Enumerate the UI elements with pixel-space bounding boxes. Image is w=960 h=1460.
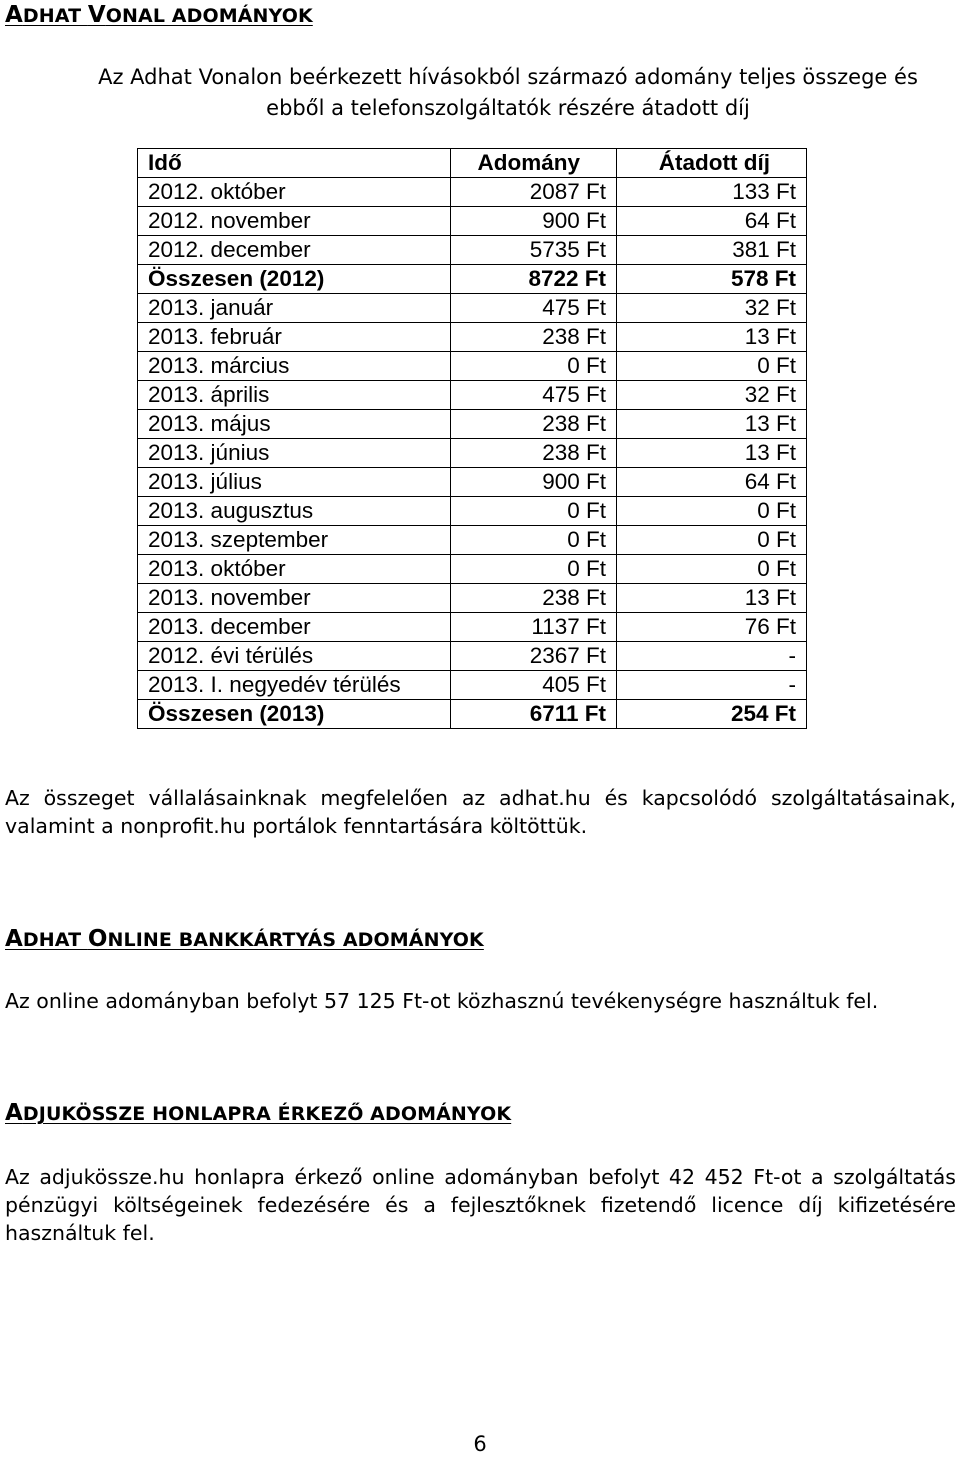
section-heading-adjukossze <box>5 1100 511 1126</box>
cell-period: 2013. június <box>138 439 451 468</box>
table-row <box>138 236 807 265</box>
heading-initial: O <box>87 926 108 952</box>
table-row <box>138 613 807 642</box>
cell-donation: 238 Ft <box>451 439 617 468</box>
cell-donation: 0 Ft <box>451 526 617 555</box>
cell-period: 2012. október <box>138 178 451 207</box>
table-row <box>138 323 807 352</box>
table-row <box>138 294 807 323</box>
table-row <box>138 584 807 613</box>
cell-period: 2013. január <box>138 294 451 323</box>
cell-period: 2013. április <box>138 381 451 410</box>
cell-period: 2013. október <box>138 555 451 584</box>
heading-initial: A <box>5 2 23 28</box>
cell-period: 2013. május <box>138 410 451 439</box>
spending-note: Az összeget vállalásainknak megfelelően az adhat.hu és kapcsolódó szolgáltatásainak, valamint a nonprofit.hu portálok fenntartására költöttük. <box>5 786 956 838</box>
cell-period: 2013. szeptember <box>138 526 451 555</box>
cell-period: 2012. december <box>138 236 451 265</box>
cell-donation: 6711 Ft <box>451 700 617 729</box>
cell-period: Összesen (2013) <box>138 700 451 729</box>
cell-period: Összesen (2012) <box>138 265 451 294</box>
table-row <box>138 468 807 497</box>
heading-rest: DJUKÖSSZE HONLAPRA ÉRKEZŐ ADOMÁNYOK <box>22 1103 512 1125</box>
table-row <box>138 207 807 236</box>
cell-fee: 254 Ft <box>617 700 807 729</box>
cell-period: 2013. december <box>138 613 451 642</box>
cell-donation: 1137 Ft <box>451 613 617 642</box>
cell-period: 2013. március <box>138 352 451 381</box>
cell-donation: 238 Ft <box>451 410 617 439</box>
page-number: 6 <box>473 1432 487 1456</box>
cell-fee: 0 Ft <box>617 526 807 555</box>
heading-rest: DHAT <box>22 5 88 27</box>
cell-fee: 0 Ft <box>617 352 807 381</box>
cell-donation: 475 Ft <box>451 381 617 410</box>
cell-donation: 238 Ft <box>451 584 617 613</box>
table-header-row <box>138 149 807 178</box>
cell-fee: 76 Ft <box>617 613 807 642</box>
table-row <box>138 555 807 584</box>
heading-initial: V <box>87 2 106 28</box>
cell-donation: 0 Ft <box>451 497 617 526</box>
table-row <box>138 265 807 294</box>
online-donation-text: Az online adományban befolyt 57 125 Ft-ot közhasznú tevékenységre használtuk fel. <box>5 989 879 1013</box>
cell-fee: 578 Ft <box>617 265 807 294</box>
cell-donation: 0 Ft <box>451 352 617 381</box>
cell-period: 2013. augusztus <box>138 497 451 526</box>
cell-period: 2012. évi térülés <box>138 642 451 671</box>
heading-initial: A <box>5 926 23 952</box>
cell-donation: 405 Ft <box>451 671 617 700</box>
cell-fee: 13 Ft <box>617 410 807 439</box>
table-row <box>138 526 807 555</box>
section-heading-adhat-vonal <box>5 2 313 28</box>
cell-donation: 2087 Ft <box>451 178 617 207</box>
cell-period: 2013. I. negyedév térülés <box>138 671 451 700</box>
cell-period: 2013. február <box>138 323 451 352</box>
cell-fee: 0 Ft <box>617 497 807 526</box>
heading-rest: ONAL ADOMÁNYOK <box>105 5 313 27</box>
cell-fee: 133 Ft <box>617 178 807 207</box>
cell-donation: 900 Ft <box>451 207 617 236</box>
cell-donation: 8722 Ft <box>451 265 617 294</box>
table-row <box>138 439 807 468</box>
header-period: Idő <box>138 149 451 178</box>
adjukossze-text: Az adjukössze.hu honlapra érkező online adományban befolyt 42 452 Ft-ot a szolgáltatás pénzügyi költségeinek fedezésére és a fejlesztőknek fizetendő licence díj kifizetésére használtuk fel. <box>5 1165 956 1245</box>
cell-fee: 64 Ft <box>617 468 807 497</box>
table-row <box>138 497 807 526</box>
cell-fee: - <box>617 671 807 700</box>
table-row <box>138 671 807 700</box>
cell-donation: 0 Ft <box>451 555 617 584</box>
cell-donation: 2367 Ft <box>451 642 617 671</box>
cell-fee: 32 Ft <box>617 381 807 410</box>
header-fee: Átadott díj <box>617 149 807 178</box>
section-heading-online-card <box>5 926 484 952</box>
heading-rest: DHAT <box>22 929 88 951</box>
table-row <box>138 700 807 729</box>
heading-initial: A <box>5 1100 23 1126</box>
cell-donation: 900 Ft <box>451 468 617 497</box>
cell-fee: 64 Ft <box>617 207 807 236</box>
heading-rest: NLINE BANKKÁRTYÁS ADOMÁNYOK <box>107 929 484 951</box>
cell-period: 2012. november <box>138 207 451 236</box>
table-row <box>138 642 807 671</box>
cell-donation: 5735 Ft <box>451 236 617 265</box>
table-row <box>138 381 807 410</box>
cell-period: 2013. november <box>138 584 451 613</box>
cell-fee: 13 Ft <box>617 323 807 352</box>
cell-fee: 13 Ft <box>617 584 807 613</box>
cell-fee: 0 Ft <box>617 555 807 584</box>
cell-donation: 238 Ft <box>451 323 617 352</box>
cell-period: 2013. július <box>138 468 451 497</box>
table-row <box>138 352 807 381</box>
cell-fee: - <box>617 642 807 671</box>
header-donation: Adomány <box>451 149 617 178</box>
cell-fee: 381 Ft <box>617 236 807 265</box>
table-row <box>138 410 807 439</box>
cell-fee: 32 Ft <box>617 294 807 323</box>
donation-table <box>137 148 807 729</box>
table-row <box>138 178 807 207</box>
cell-donation: 475 Ft <box>451 294 617 323</box>
cell-fee: 13 Ft <box>617 439 807 468</box>
intro-text: Az Adhat Vonalon beérkezett hívásokból származó adomány teljes összege és ebből a telefonszolgáltatók részére átadott díj <box>98 65 918 120</box>
